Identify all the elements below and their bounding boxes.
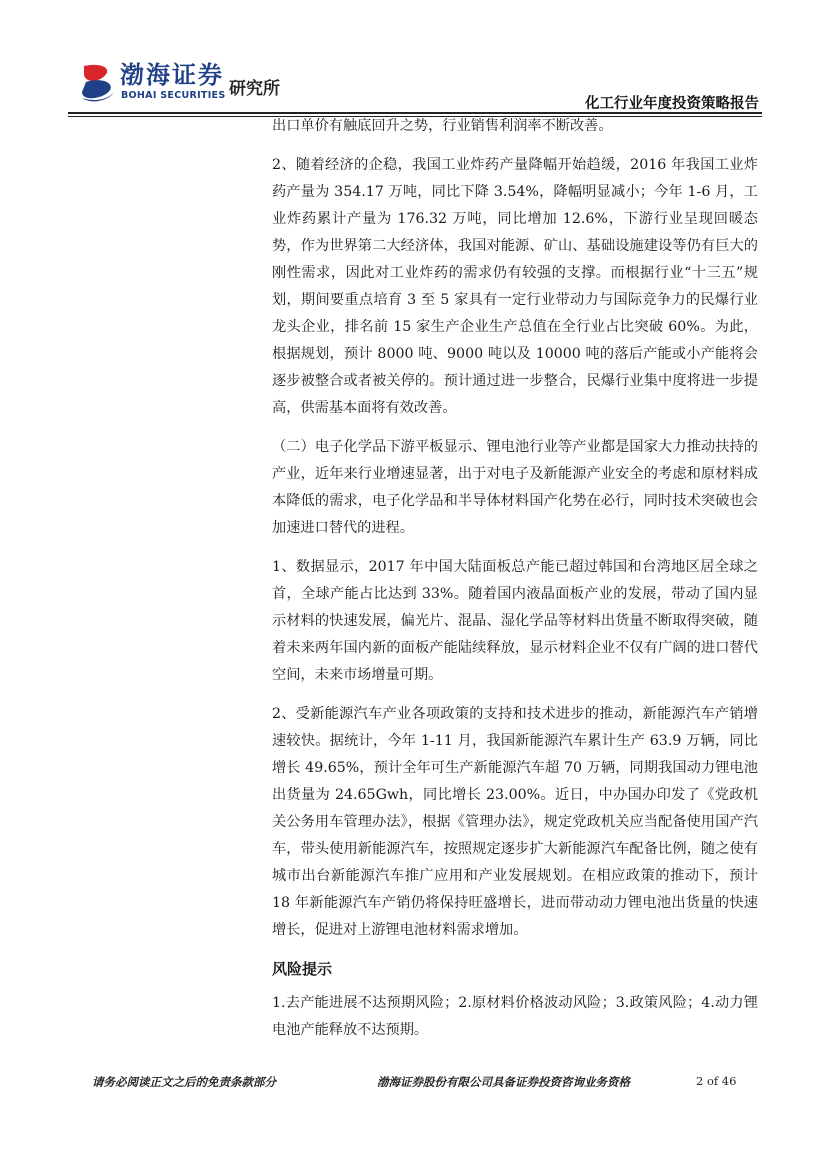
- institute-label: 研究所: [229, 79, 280, 99]
- paragraph-5: 2、受新能源汽车产业各项政策的支持和技术进步的推动，新能源汽车产销增速较快。据统计，今年 1-11 月，我国新能源汽车累计生产 63.9 万辆，同比增长 49.65%，预计全年可生产新能源汽车超 70 万辆，同期我国动力锂电池出货量为 24.65Gwh，同比增长 23.00%。近日，中办国办印发了《党政机关公务用车管理办法》，根据《管理办法》，规定党政机关应当配备使用国产汽车，带头使用新能源汽车，按照规定逐步扩大新能源汽车配备比例，随之使有城市出台新能源汽车推广应用和产业发展规划。在相应政策的推动下，预计 18 年新能源汽车产销仍将保持旺盛增长，进而带动动力锂电池出货量的快速增长，促进对上游锂电池材料需求增加。: [272, 706, 758, 938]
- paragraph-1: 出口单价有触底回升之势，行业销售利润率不断改善。: [272, 118, 613, 134]
- bohai-logo-icon: [78, 62, 118, 102]
- main-content: [272, 113, 758, 1056]
- footer-disclaimer: 请务必阅读正文之后的免责条款部分: [92, 1075, 276, 1089]
- page-header: [0, 0, 827, 120]
- footer-qualification: 渤海证券股份有限公司具备证券投资咨询业务资格: [377, 1075, 630, 1089]
- brand-name-cn: 渤海证券: [120, 61, 224, 89]
- paragraph-3: （二）电子化学品下游平板显示、锂电池行业等产业都是国家大力推动扶持的产业，近年来行业增速显著，出于对电子及新能源产业安全的考虑和原材料成本降低的需求，电子化学品和半导体材料国产化势在必行，同时技术突破也会加速进口替代的进程。: [272, 439, 758, 536]
- page-number: 2 of 46: [696, 1074, 737, 1088]
- paragraph-2: 2、随着经济的企稳，我国工业炸药产量降幅开始趋缓，2016 年我国工业炸药产量为 354.17 万吨，同比下降 3.54%，降幅明显减小；今年 1-6 月，工业炸药累计产量为 176.32 万吨，同比增加 12.6%，下游行业呈现回暖态势，作为世界第二大经济体，我国对能源、矿山、基础设施建设等仍有巨大的刚性需求，因此对工业炸药的需求仍有较强的支撑。而根据行业“十三五”规划，期间要重点培育 3 至 5 家具有一定行业带动力与国际竞争力的民爆行业龙头企业，排名前 15 家生产企业生产总值在全行业占比突破 60%。为此，根据规划，预计 8000 吨、9000 吨以及 10000 吨的落后产能或小产能将会逐步被整合或者被关停的。预计通过进一步整合，民爆行业集中度将进一步提高，供需基本面将有效改善。: [272, 157, 758, 416]
- risk-heading: 风险提示: [272, 960, 333, 978]
- risk-text: 1.去产能进展不达预期风险；2.原材料价格波动风险；3.政策风险；4.动力锂电池产能释放不达预期。: [272, 995, 758, 1038]
- paragraph-4: 1、数据显示，2017 年中国大陆面板总产能已超过韩国和台湾地区居全球之首，全球产能占比达到 33%。随着国内液晶面板产业的发展，带动了国内显示材料的快速发展，偏光片、混晶、湿化学品等材料出货量不断取得突破，随着未来两年国内新的面板产能陆续释放，显示材料企业不仅有广阔的进口替代空间，未来市场增量可期。: [272, 559, 758, 683]
- report-type-title: 化工行业年度投资策略报告: [585, 96, 759, 112]
- brand-name-en: BOHAI SECURITIES: [121, 90, 226, 101]
